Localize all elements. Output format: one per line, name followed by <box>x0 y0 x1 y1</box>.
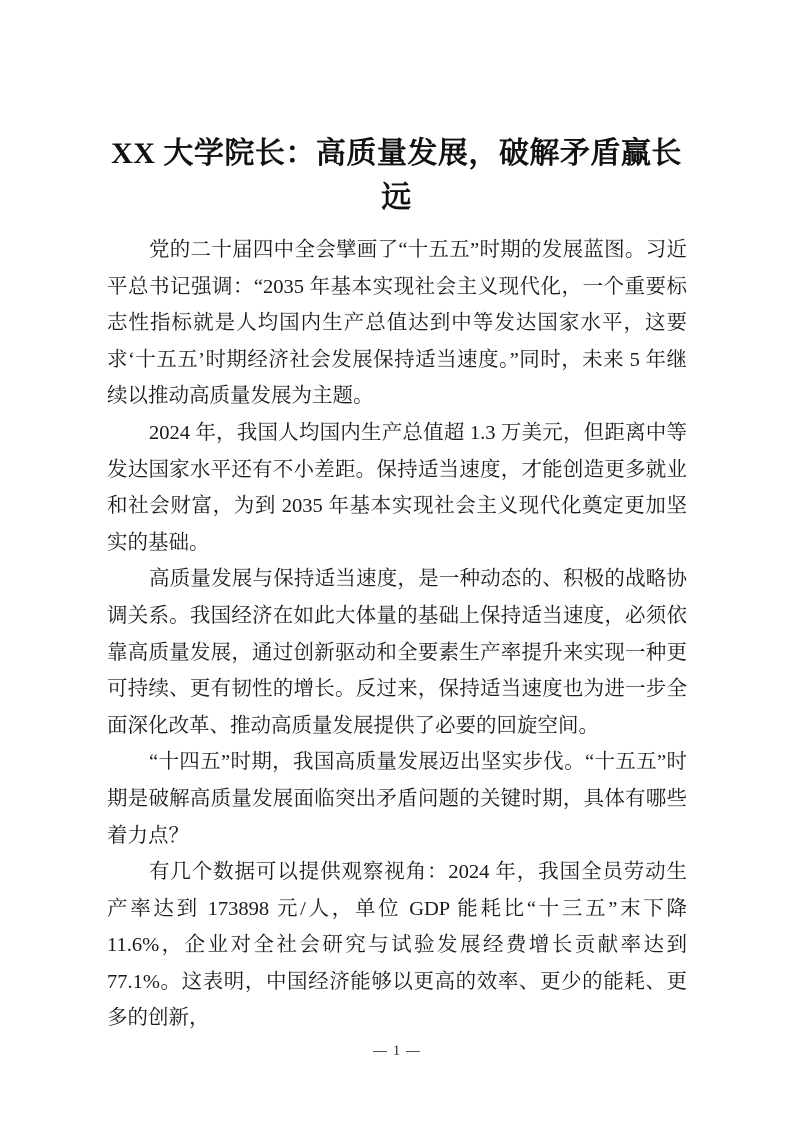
paragraph: “十四五”时期，我国高质量发展迈出坚实步伐。“十五五”时期是破解高质量发展面临突出矛盾问题的关键时期，具体有哪些着力点？ <box>107 751 687 847</box>
paragraph: 2024 年，我国人均国内生产总值超 1.3 万美元，但距离中等发达国家水平还有不小差距。保持适当速度，才能创造更多就业和社会财富，为到 2035 年基本实现社会主义现代化奠定更加坚实的基础。 <box>107 421 687 554</box>
footer-dash-right <box>406 1051 420 1052</box>
document-title: XX 大学院长：高质量发展，破解矛盾赢长远 <box>111 137 682 215</box>
document-body <box>107 232 687 1037</box>
paragraph: 高质量发展与保持适当速度，是一种动态的、积极的战略协调关系。我国经济在如此大体量的基础上保持适当速度，必须依靠高质量发展，通过创新驱动和全要素生产率提升来实现一种更可持续、更有韧性的增长。反过来，保持适当速度也为进一步全面深化改革、推动高质量发展提供了必要的回旋空间。 <box>107 568 687 737</box>
footer-dash-left <box>373 1051 387 1052</box>
page-footer <box>0 1043 793 1060</box>
page-number: 1 <box>392 1043 401 1059</box>
paragraph: 有几个数据可以提供观察视角：2024 年，我国全员劳动生产率达到 173898 元/人，单位 GDP 能耗比“十三五”末下降 11.6%，企业对全社会研究与试验发展经费增长贡献率达到 77.1%。这表明，中国经济能够以更高的效率、更少的能耗、更多的创新， <box>107 861 687 1030</box>
paragraph: 党的二十届四中全会擘画了“十五五”时期的发展蓝图。习近平总书记强调：“2035 年基本实现社会主义现代化，一个重要标志性指标就是人均国内生产总值达到中等发达国家水平，这要求‘十五五’时期经济社会发展保持适当速度。”同时，未来 5 年继续以推动高质量发展为主题。 <box>107 239 687 408</box>
